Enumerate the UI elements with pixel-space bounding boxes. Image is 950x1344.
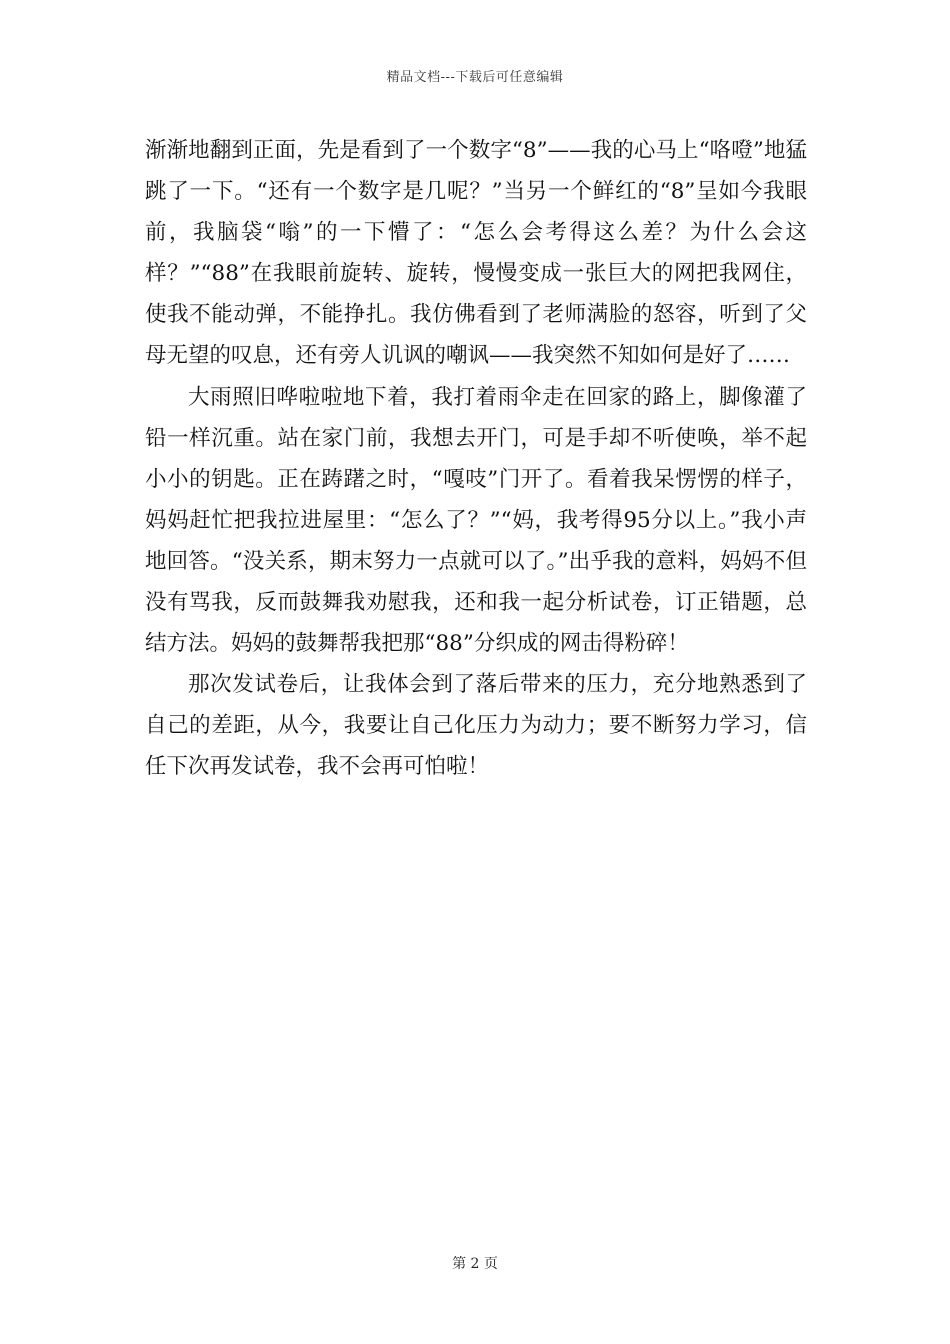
page-header: 精品文档---下载后可任意编辑 bbox=[386, 70, 564, 85]
document-body bbox=[145, 130, 807, 788]
paragraph-3: 那次发试卷后，让我体会到了落后带来的压力，充分地熟悉到了自己的差距，从今，我要让自己化压力为动力；要不断努力学习，信任下次再发试卷，我不会再可怕啦！ bbox=[145, 672, 807, 780]
paragraph-1: 渐渐地翻到正面，先是看到了一个数字“8”——我的心马上“咯噔”地猛跳了一下。“还有一个数字是几呢？”当另一个鲜红的“8”呈如今我眼前，我脑袋“嗡”的一下懵了：“怎么会考得这么差？为什么会这样？”“88”在我眼前旋转、旋转，慢慢变成一张巨大的网把我网住，使我不能动弹，不能挣扎。我仿佛看到了老师满脸的怒容，听到了父母无望的叹息，还有旁人讥讽的嘲讽——我突然不知如何是好了…… bbox=[145, 138, 807, 369]
paragraph-2: 大雨照旧哗啦啦地下着，我打着雨伞走在回家的路上，脚像灌了铅一样沉重。站在家门前，我想去开门，可是手却不听使唤，举不起小小的钥匙。正在踌躇之时，“嘎吱”门开了。看着我呆愣愣的样子，妈妈赶忙把我拉进屋里：“怎么了？”“妈，我考得95分以上。”我小声地回答。“没关系，期末努力一点就可以了。”出乎我的意料，妈妈不但没有骂我，反而鼓舞我劝慰我，还和我一起分析试卷，订正错题，总结方法。妈妈的鼓舞帮我把那“88”分织成的网击得粉碎！ bbox=[145, 384, 807, 657]
page-number: 第 2 页 bbox=[452, 1256, 498, 1272]
